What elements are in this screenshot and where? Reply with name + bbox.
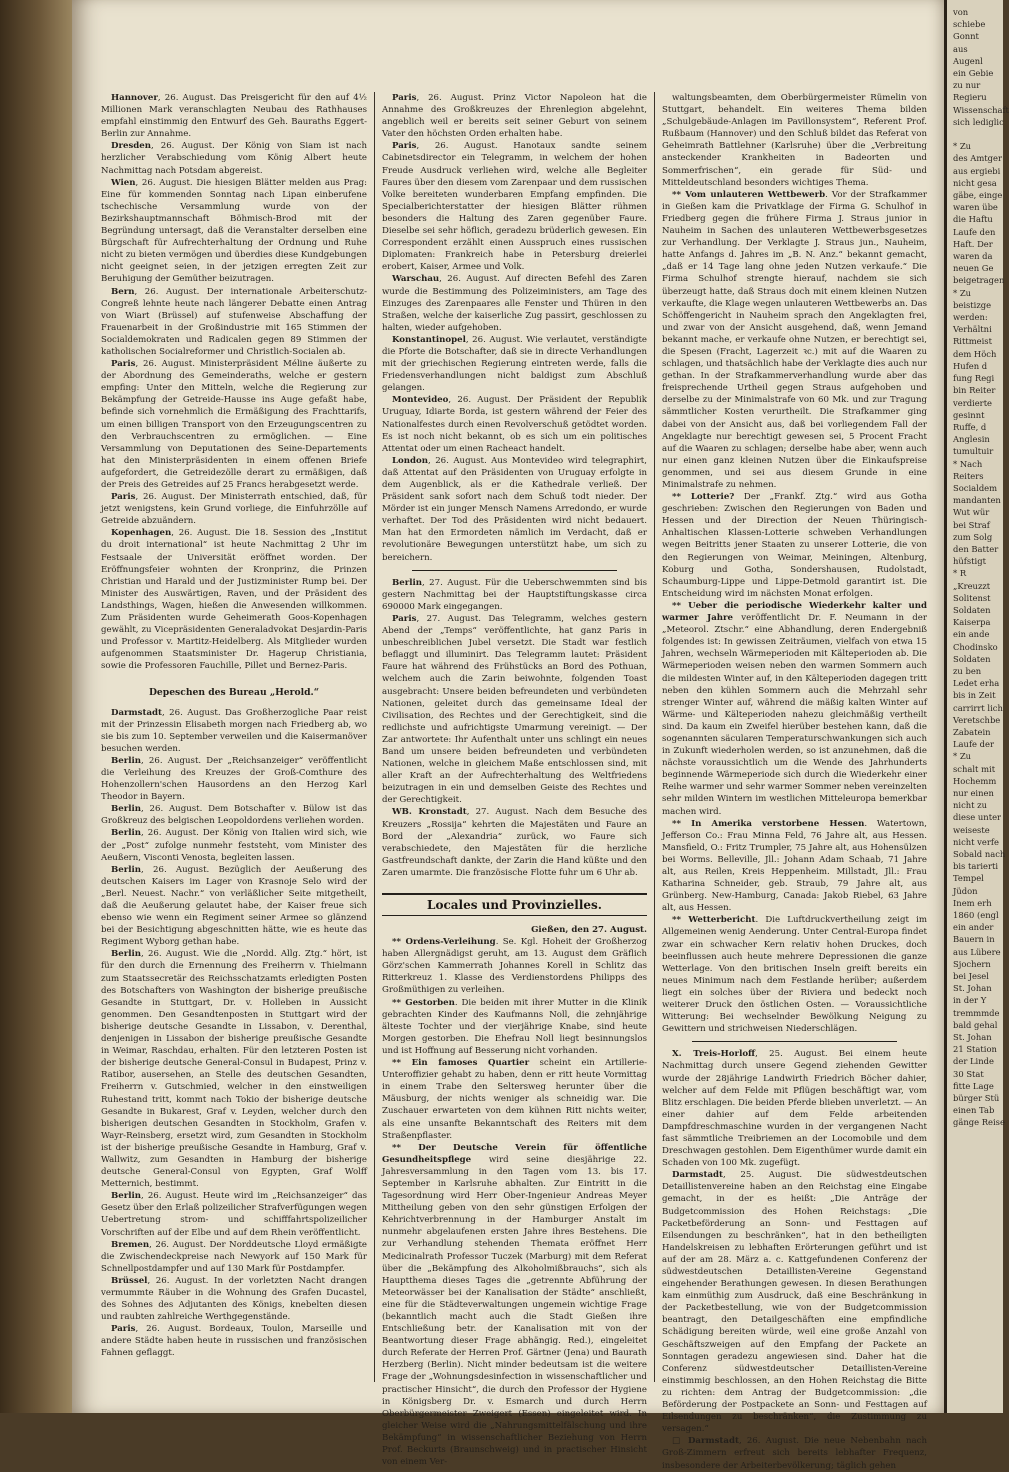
article-text: , 26. August. Der König von Siam ist nach herzlicher Verabschiedung vom König Albert heute Nachmittag nach Potsdam abgereist. — [101, 141, 367, 176]
article-paragraph — [101, 527, 367, 672]
column-2 — [374, 92, 654, 1468]
adjacent-text-line: * Zu — [953, 141, 972, 152]
article-text: , 26. August. Dem Botschafter v. Bülow ist das Großkreuz des belgischen Leopoldordens verliehen worden. — [101, 804, 367, 827]
article-paragraph — [101, 177, 367, 286]
article-paragraph — [101, 92, 367, 140]
dateline-place: ** Ueber die periodische Wiederkehr kalter und warmer Jahre — [662, 600, 927, 624]
article-text: , 26. August. In der vorletzten Nacht drangen vermummte Räuber in die Wohnung des Grafen Ducastel, des Sohnes des Adjutanten des Königs, knebelten diesen und raubten zahlreiche Werthgegenstände. — [101, 1275, 367, 1323]
adjacent-text-line: Rittmeist — [953, 336, 992, 347]
dateline-place: Paris — [111, 492, 136, 503]
article-text: , 26. August. Bezüglich der Aeußerung des deutschen Kaisers im Lager von Krasnoje Selo wird der „Berl. Neuest. Nachr.“ von verläßlicher Seite mitgetheilt, daß die Aeußerung gelautet habe, der Kaiser freue sich ebenso wie wenn ein Regiment seiner Armee so glänzend bei der Besichtigung abgeschnitten hätte, wie es heute das Regiment Wyborg gethan habe. — [101, 864, 367, 948]
adjacent-text-line: Ledet erha — [953, 678, 1000, 689]
article-text: scheint ein Artillerie-Unteroffizier gehabt zu haben, denn er ritt heute Vormittag in einem Trabe den Seltersweg herunter über die Mäusburg, der nichts weniger als schneidig war. Die Zuschauer erwarteten von dem kühnen Ritt nichts weiter, als eine unsanfte Bekanntschaft des Reiters mit dem Straßenpflaster. — [382, 1058, 648, 1141]
adjacent-text-line: St. Johan — [953, 1032, 992, 1043]
dateline-place: Berlin — [111, 804, 142, 815]
adjacent-text-line: Verhältni — [953, 324, 992, 335]
adjacent-text-line: zum Solg — [953, 531, 993, 542]
dateline-place: □ Darmstadt — [672, 1436, 739, 1447]
dateline-place: ** Lotterie? — [672, 492, 735, 503]
article-paragraph — [101, 827, 367, 863]
adjacent-text-line: werden: — [953, 312, 988, 323]
adjacent-text-line: waren übe — [953, 202, 998, 213]
article-paragraph — [382, 936, 647, 996]
adjacent-text-line: dem Höch — [953, 348, 997, 359]
adjacent-text-line: aus Lübere — [953, 946, 1001, 957]
dateline-place: Darmstadt — [672, 1170, 723, 1181]
adjacent-text-line: * Zu — [953, 287, 972, 298]
article-text: . Vor der Strafkammer in Gießen kam die Privatklage der Firma G. Schulhof in Friedberg gegen die frühere Firma J. Straus junior in Nauheim in Sachen des unlauteren Wettbewerbsgesetzes zur Verhandlung. Der Verklagte J. Straus jun., Nauheim, hatte Anfangs d. Jahres im „B. N. Anz.“ bekannt gemacht, „daß er 14 Tage lang ohne jeden Nutzen verkaufe.“ Die Firma Schulhof strengte hierauf, nachdem sie sich überzeugt hatte, daß Straus doch mit einem kleinen Nutzen verkaufte, die Klage wegen unlauteren Wettbewerbs an. Das Schöffengericht in Nauheim sprach den Angeklagten frei, und zwar von der Ansicht ausgehend, daß, wenn Jemand bekannt mache, er verkaufe ohne Nutzen, er berechtigt sei, die Spesen (Fracht, Lagerzeit ꝛc.) mit auf die Waaren zu schlagen, und thatsächlich habe der Verklagte dies auch nur gethan. In der Strafkammerverhandlung wurde aber das freisprechende Urtheil gegen Straus aufgehoben und derselbe zu der Minimalstrafe von 60 Mk. und zur Tragung sämmtlicher Kosten verurtheilt. Die Strafkammer ging dabei von der Ansicht aus, daß bei vorliegendem Fall der Angeklagte nur berechtigt gewesen sei, 5 Procent Fracht auf die Waaren zu schlagen; derselbe habe aber, wenn auch nur einen ganz kleinen Nutzen über die Einkaufspreise genommen, und sei aus diesem Grunde in eine Minimalstrafe zu nehmen. — [662, 189, 927, 490]
adjacent-text-line: bürger Stü — [953, 1093, 1000, 1104]
adjacent-text-line: des Amtger — [953, 153, 1002, 164]
adjacent-text-line: einen Tab — [953, 1105, 995, 1116]
article-paragraph — [101, 286, 367, 359]
dateline-place: ** Wetterbericht — [672, 915, 756, 926]
adjacent-text-line: Laufe den — [953, 226, 996, 237]
adjacent-text-line: waren da — [953, 251, 993, 262]
adjacent-text-line: fitte Lage — [953, 1080, 994, 1091]
article-text: , 25. August. Die südwestdeutschen Detaillistenvereine haben an den Reichstag eine Eingabe gemacht, in der es heißt: „Die Anträge der Budgetcommission des Hohen Reichstags: „Die Packetbeförderung an Sonn- und Festtagen auf Eilsendungen zu beschränken“, hat in den betheiligten Handelskreisen zu lebhaften Erörterungen geführt und ist auf der am 28. März a. c. Kattgefundenen Conferenz der südwestdeutschen Detaillisten-Vereine Gegenstand eingehender Berathungen gewesen. In diesen Berathungen kam einmüthig zum Ausdruck, daß eine Beschränkung in der Packetbestellung, wie von der Budgetcommission beantragt, den Detailgeschäften eine empfindliche Schädigung bereiten würde, weil eine große Anzahl von Geschäftszweigen auf den Empfang der Packete an Sonntagen geradezu angewiesen sind. Daher hat die Conferenz südwestdeutscher Detaillisten-Vereine einstimmig beschlossen, an den Hohen Reichstag die Bitte zu richten: dem Antrag der Budgetcommission: „die Beförderung der Postpackete an Sonn- und Festtagen auf Eilsendungen zu beschränken“, die Zustimmung zu versagen.“ — [662, 1170, 927, 1435]
adjacent-text-line: den Batter — [953, 543, 999, 554]
adjacent-text-line: Bauern in — [953, 934, 995, 945]
article-text: wird seine diesjährige 22. Jahresversammlung in den Tagen vom 13. bis 17. September in Karlsruhe abhalten. Zur Eintritt in die Tagesordnung wird Herr Ober-Ingenieur Andreas Meyer Mittheilung geben von den sehr günstigen Erfolgen der Kehrichtverbrennung in der Hamburger Anstalt im nunmehr abgelaufenen ersten Jahre ihres Bestehens. Die zur Verhandlung stehenden Themata eröffnet Herr Medicinalrath Professor Tuczek (Marburg) mit dem Referat über die „Bekämpfung des Alkoholmißbrauchs“, sich als Hauptthema dieses Tages die „getrennte Abführung der Meteorwässer bei der Kanalisation der Städte“ anschließt, eine für die Städteverwaltungen ungemein wichtige Frage (bekanntlich macht auch die Stadt Gießen ihre Entschließung betr. der Kanalisation mit von der Beantwortung dieser Frage abhängig. Red.), eingeleitet durch Referate der Herren Prof. Gärtner (Jena) und Baurath Herzberg (Berlin). Nicht minder bedeutsam ist die weitere Frage der „Wohnungsdesinfection in wissenschaftlicher und practischer Hinsicht“, die durch den Professor der Hygiene in Königsberg Dr. v. Esmarch und durch Herrn Oberbürgermeister Zweigert (Essen) eingeleitet wird. In gleicher Weise wird die „Nahrungsmittelfälschung und ihre Bekämpfung“ in wissenschaftlicher Beziehung von Herrn Prof. Beckurts (Braunschweig) und in practischer Hinsicht von einem Ver- — [382, 1154, 647, 1468]
adjacent-text-line: Veretschbe — [953, 714, 1001, 725]
adjacent-text-line: in der Y — [953, 995, 987, 1006]
dateline-place: ** Gestorben — [392, 997, 455, 1008]
dateline-place: Paris — [392, 93, 417, 103]
adjacent-text-line: schalt mit — [953, 763, 996, 774]
dateline-place: Berlin — [111, 864, 142, 875]
dateline-place: Berlin — [111, 828, 142, 839]
dateline-place: Paris — [392, 141, 417, 152]
dateline-place: Berlin — [392, 577, 423, 588]
page-columns — [94, 92, 934, 1471]
article-paragraph — [382, 140, 647, 273]
article-text: , 26. August. Der Präsident der Republik Uruguay, Idiarte Borda, ist gestern während der Feier des Nationalfestes durch einen Revolverschuß getödtet worden. Es ist noch nicht bekannt, ob es sich um ein politisches Attentat oder um einen Racheact handelt. — [382, 395, 647, 454]
dateline-place: ** Vom unlauteren Wettbewerb — [672, 189, 826, 200]
adjacent-text-line: 1860 (engl — [953, 910, 999, 921]
adjacent-text-line: ein ande — [953, 629, 990, 640]
article-text: . Se. Kgl. Hoheit der Großherzog haben Allergnädigst geruht, am 13. August dem Gräflich Görz'schen Kammerrath Johannes Korell in Schlitz das Ritterkreuz 1. Klasse des Verdienstordens Philipps des Großmüthigen zu verleihen. — [382, 937, 647, 996]
article-paragraph — [382, 1057, 647, 1142]
article-paragraph — [662, 1048, 927, 1169]
adjacent-text-line: verdierte — [953, 397, 993, 408]
article-text: , 26. August. Das Großherzogliche Paar reist mit der Prinzessin Elisabeth morgen nach Friedberg ab, wo sie bis zum 10. September verweilen und die Kaisermanöver besuchen werden. — [101, 707, 367, 754]
dateline-place: Darmstadt — [111, 707, 162, 718]
article-paragraph — [382, 613, 647, 807]
article-text: veröffentlicht Dr. F. Neumann in der „Meteorol. Ztschr.“ eine Abhandlung, deren Endergebniß folgendes ist: In gewissen Zeiträumen, vielfach von etwa 15 Jahren, wechseln Wärmeperioden mit Kälteperioden ab. Die Wärmeperioden weisen neben den warmen Sommern auch die mildesten Winter auf, in den Kälteperioden dagegen tritt neben den kühlen Sommern auch die Mehrzahl sehr strenger Winter auf, während die mäßig kalten Winter auf Wärme- und Kälteperioden nahezu gleichmäßig vertheilt sind. Da kaum ein Zweifel hierüber bestehen kann, daß die sogenannten säcularen Temperaturschwankungen sich auch in Zukunft wiederholen werden, so ist anzunehmen, daß die nächste voraussichtlich um die Wende des Jahrhunderts beginnende Wärmeperiode sich durch die Wiederkehr einer Reihe warmer und sehr warmer Sommer neben vereinzelten sehr milden Wintern im westlichen Mitteleuropa bemerkbar machen wird. — [662, 613, 928, 817]
article-text: , 26. August. Der König von Italien wird sich, wie der „Post“ zufolge nunmehr feststeht, vom Minister des Aeußern, Visconti Venosta, begleiten lassen. — [101, 828, 367, 863]
adjacent-text-line: Haft. Der — [953, 238, 993, 249]
adjacent-text-line: * Nach — [953, 458, 983, 469]
adjacent-text-line: Chodinsko — [953, 641, 998, 652]
section-rule — [412, 570, 617, 571]
adjacent-text-line: Regieru — [953, 92, 987, 103]
adjacent-text-line: Solitenst — [953, 592, 991, 603]
article-text: , 26. August. Die hiesigen Blätter melden aus Prag: Eine für kommenden Sonntag nach Lipan einberufene tschechische Versammlung wurde von der Bezirkshauptmannschaft Böhmisch-Brod mit der Begründung untersagt, daß die Veranstalter derselben eine Bürgschaft für Aufrechterhaltung der Ordnung und Ruhe nicht zu bieten vermögen und überdies diese Kundgebungen nicht geeignet seien, in der jetzigen erregten Zeit zur Beruhigung der Gemüther beizutragen. — [101, 177, 367, 285]
adjacent-text-line: der Linde — [953, 1056, 994, 1067]
dateline-place: Montevideo — [392, 395, 449, 406]
article-text: , 27. August. Nach dem Besuche des Kreuzers „Rossija“ kehrten die Majestäten und Faure an Bord der „Alexandria“ zurück, wo Faure sich verabschiedete, den Majestäten für die herzliche Gastfreundschaft dankte, der Zarin die Hand küßte und den Zaren umarmte. Die französische Flotte fuhr um 6 Uhr ab. — [382, 807, 648, 878]
article-paragraph — [662, 1435, 927, 1471]
dateline-place: Berlin — [111, 1191, 142, 1202]
adjacent-text-line: zu ben — [953, 665, 982, 676]
adjacent-text-line: 21 Station — [953, 1044, 997, 1055]
adjacent-text-line: gäbe, einge — [953, 190, 1003, 201]
adjacent-text-line: gänge Reise — [953, 1117, 1005, 1128]
section-dateline: Gießen, den 27. August. — [531, 925, 647, 935]
column-3 — [654, 92, 934, 1471]
adjacent-text-line: Soldaten — [953, 653, 991, 664]
adjacent-text-line: bis tarierti — [953, 861, 999, 872]
adjacent-text-line: fung Regi — [953, 373, 995, 384]
section-heading: Depeschen des Bureau „Herold.“ — [148, 686, 320, 698]
dateline-place: WB. Kronstadt — [392, 807, 467, 818]
article-paragraph — [382, 997, 647, 1057]
dateline-place: Paris — [392, 613, 417, 624]
adjacent-text-line: Hochemm — [953, 775, 997, 786]
article-text: Der „Frankf. Ztg.“ wird aus Gotha geschrieben: Zwischen den Regierungen von Baden und Hessen und der Direction der Neuen Thüringisch-Anhaltischen Klassen-Lotterie schweben Verhandlungen wegen Beitritts jener Staaten zu unserer Lotterie, die von den Regierungen von Weimar, Meiningen, Altenburg, Koburg und Gotha, Sondershausen, Rudolstadt, Schaumburg-Lippe und Lippe-Detmold garantirt ist. Die Entscheidung wird im nächsten Monat erfolgen. — [662, 492, 927, 599]
adjacent-text-line: zu nur — [953, 80, 981, 91]
article-paragraph — [101, 1239, 367, 1275]
article-text: , 26. August. Ministerpräsident Méline äußerte zu der Abordnung des Gemeinderaths, welche er gestern empfing: Unter den Mitteln, welche die Regierung zur Bekämpfung der Getreide-Hausse ins Auge gefaßt habe, befinde sich vornehmlich die Ermäßigung des Frachttarifs, um einen billigen Transport von den Erzeugungscentren zu den Verbrauchscentren zu ermöglichen. — Eine Versammlung von Deputationen des Seine-Departements hat den Ministerpräsidenten in einem offenen Briefe aufgefordert, die Getreidezölle derart zu ermäßigen, daß der Preis des Getreides auf 25 Francs herabgesetzt werde. — [101, 359, 367, 490]
article-text: . Die beiden mit ihrer Mutter in die Klinik gebrachten Kinder des Kaufmanns Noll, die zehnjährige älteste Tochter und der vierjährige Knabe, sind heute Morgen gestorben. Die Ehefrau Noll liegt besinnungslos und ist Hoffnung auf Besserung nicht vorhanden. — [382, 997, 647, 1056]
dateline-place: ** Ordens-Verleihung — [392, 937, 496, 948]
adjacent-text-line: bin Reiter — [953, 385, 996, 396]
article-paragraph — [101, 1190, 367, 1238]
adjacent-text-line: sich lediglic — [953, 116, 1004, 127]
article-text: waltungsbeamten, dem Oberbürgermeister Rümelin von Stuttgart, behandelt. Ein weiteres Thema bilden „Schulgebäude-Anlagen im Pavillonsystem“, Referent Prof. Rußbaum (Hannover) und den Schluß bildet das Referat von Geheimrath Battlehner (Karlsruhe) über die „Verbreitung ansteckender Krankheiten in Badeorten und Sommerfrischen“, ein gerade für Süd- und Mitteldeutschland besonders wichtiges Thema. — [662, 93, 927, 188]
adjacent-text-line: ein Gebie — [953, 68, 994, 79]
article-text: , 26. August. Der Norddeutsche Lloyd ermäßigte die Zwischendeckpreise nach Newyork auf 150 Mark für Schnellpostdampfer und auf 130 Mark für Postdampfer. — [101, 1239, 367, 1274]
article-paragraph — [101, 948, 367, 1190]
article-text: , 26. August. Auf directen Befehl des Zaren wurde die Bestimmung des Polizeiministers, am Tage des Einzuges des Zarenpaares alle Fenster und Thüren in den Straßen, welche der kaiserliche Zug passirt, geschlossen zu halten, wieder aufgehoben. — [382, 274, 647, 333]
section-heading: Locales und Provinzielles. — [382, 893, 647, 916]
adjacent-text-line: Soldaten — [953, 604, 991, 615]
article-paragraph — [101, 358, 367, 491]
article-paragraph — [101, 491, 367, 527]
article-text: , 26. August. Wie die „Nordd. Allg. Ztg.“ hört, ist für den durch die Ernennung des Freiherrn v. Thielmann zum Staatssecretär des Reichsschatzamts erledigten Posten des Botschafters von Washington der bisherige preußische Gesandte in Stuttgart, Dr. v. Holleben in Aussicht genommen. Den Gesandtenposten in Stuttgart wird der bisherige deutsche Gesandte in Lissabon, v. Derenthal, denjenigen in Lissabon der bisherige preußische Gesandte in Weimar, Raschdau, erhalten. Für den letzteren Posten ist der bisherige deutsche General-Consul in Budapest, Prinz v. Ratibor, ausersehen, an Stelle des deutschen Gesandten, Freiherrn v. Gutschmied, welcher in den einstweiligen Ruhestand tritt, kommt nach Tokio der bisherige deutsche Gesandte in Bukarest, Graf v. Leyden, welcher durch den bisherigen deutschen Gesandten in Stockholm, Grafen v. Wayr-Reinsberg, ersetzt wird, zum Gesandten in Stockholm ist der bisherige preußische Gesandte in Hamburg, Graf v. Wallwitz, zum Gesandten in Hamburg der bisherige deutsche General-Consul von Egypten, Graf Wolff Metternich, bestimmt. — [101, 949, 367, 1190]
adjacent-text-line: St. Johan — [953, 983, 992, 994]
adjacent-text-line: beigetragen — [953, 275, 1005, 286]
adjacent-text-line: carrirrt lich — [953, 702, 1003, 713]
newspaper-page — [72, 0, 944, 1471]
adjacent-text-line: nicht zu — [953, 800, 987, 811]
adjacent-text-line: tumultuir — [953, 446, 994, 457]
dateline-place: Berlin — [111, 949, 142, 960]
adjacent-text-line: Augenl — [953, 55, 983, 66]
adjacent-text-line: aus — [953, 43, 968, 54]
article-paragraph — [101, 140, 367, 176]
adjacent-text-line: Gonnt — [953, 31, 979, 42]
adjacent-text-line: neuen Ge — [953, 263, 994, 274]
article-paragraph — [662, 914, 927, 1035]
article-paragraph — [101, 803, 367, 827]
dateline-place: Kopenhagen — [111, 528, 172, 539]
adjacent-text-line: tremmmde — [953, 1007, 1000, 1018]
dateline-place: ** Ein famoses Quartier — [392, 1058, 530, 1069]
article-text: , 27. August. Für die Ueberschwemmten sind bis gestern Nachmittag bei der Hauptstiftungskasse circa 690000 Mark eingegangen. — [382, 577, 647, 612]
adjacent-text-line: ein ander — [953, 922, 994, 933]
adjacent-text-line: „Kreuzzt — [953, 580, 991, 591]
dateline-place: ** Der Deutsche Verein für öffentliche Gesundheitspflege — [382, 1142, 647, 1165]
article-text: , 26. August. Bordeaux, Toulon, Marseille und andere Städte haben heute in russischen und französischen Fahnen geflaggt. — [101, 1324, 367, 1359]
adjacent-text-line: bald gehal — [953, 1019, 998, 1030]
adjacent-text-line: * Zu — [953, 751, 972, 762]
article-text: , 26. August. Heute wird im „Reichsanzeiger“ das Gesetz über den Erlaß polizeilicher Strafverfügungen wegen Uebertretung strom- und schifffahrtspolizeilicher Vorschriften auf der Elbe und auf dem Rhein veröffentlicht. — [101, 1191, 367, 1238]
adjacent-text-line: Kaiserpa — [953, 617, 991, 628]
adjacent-text-line: Ruffe, d — [953, 421, 987, 432]
adjacent-text-line: Anglesin — [953, 434, 990, 445]
article-paragraph — [382, 273, 647, 333]
article-text: , 26. August. Der Ministerrath entschied, daß, für jetzt wenigstens, kein Grund vorliege, die Einfuhrzölle auf Getreide abzuändern. — [101, 492, 367, 527]
article-text: , 26. August. Aus Montevideo wird telegraphirt, daß Attentat auf den Präsidenten von Uruguay erfolgte in dem Augenblick, als er die Kathedrale verließ. Der Präsident sank sofort nach dem Schuß todt nieder. Der Mörder ist ein junger Mensch Namens Arredondo, er wurde verhaftet. Der Tod des Präsidenten wird nicht bedauert. Man hat den Ermordeten nämlich im Verdacht, daß er revolutionäre Bewegungen unterstützt habe, um sich zu bereichern. — [382, 455, 647, 563]
adjacent-text-line: gesinnt — [953, 409, 985, 420]
adjacent-text-line: Wissenschaft — [953, 104, 1009, 115]
adjacent-text-line: mandanten — [953, 495, 1001, 506]
adjacent-text-line: Zabatein — [953, 726, 991, 737]
article-paragraph — [382, 92, 647, 140]
adjacent-text-line: Sjochern — [953, 958, 991, 969]
dateline-place: Paris — [111, 359, 136, 370]
article-paragraph — [382, 806, 647, 879]
adjacent-text-line: hüfstigt — [953, 556, 986, 567]
article-text: , 27. August. Das Telegramm, welches gestern Abend der „Temps“ veröffentlichte, hat ganz Paris in unbeschreiblichen Jubel versetzt. Die Stadt war festlich beflaggt und illuminirt. Das Telegramm lautet: Präsident Faure hat während des Frühstücks an Bord des Pothuan, welchem auch die Zarin beiwohnte, folgenden Toast ausgebracht: Unsere beiden befreundeten und verbündeten Nationen, geleitet durch das gemeinsame Ideal der Civilisation, des Rechtes und der Gerechtigkeit, sind die redlichste und aufrichtigste Umarmung vereinigt. — Der Zar antwortete: Ihr Aufenthalt unter uns schlingt ein neues Band um unsere beiden befreundeten und verbündeten Nationen, welche in gleichem Maße entschlossen sind, mit aller Kraft an der Aufrechterhaltung des Weltfriedens beizutragen in ein und demselben Geiste des Rechtes und der Gerechtigkeit. — [382, 613, 647, 806]
article-paragraph — [382, 577, 647, 613]
article-text: , 26. August. Die neue Nebenbahn nach Groß-Zimmern erfreut sich bereits lebhafter Frequenz, insbesondere der Arbeiterbevölkerung; täglich gehen — [662, 1436, 928, 1471]
adjacent-text-line: Jüdon — [953, 885, 978, 896]
dateline-place: Hannover — [111, 93, 158, 103]
article-paragraph — [101, 1275, 367, 1323]
article-text: , 26. August. Die 18. Session des „Institut du droit international“ ist heute Nachmittag 2 Uhr im Festsaale der Universität eröffnet worden. Der Eröffnungsfeier wohnten der Kronprinz, die Prinzen Christian und Harald und der Justizminister Rump bei. Der Minister des Auswärtigen, Raven, und der Präsident des Landsthings, Wagen, hießen die Anwesenden willkommen. Zum Präsidenten wurde Geheimerath Goos-Kopenhagen gewählt, zu Vicepräsidenten Generaladvokat Desjardin-Paris und Professor v. Martitz-Heidelberg. Als Mitglieder wurden aufgenommen Staatsminister Dr. Hagerup Christiania, sowie die Professoren Fauchille, Pillet und Bernez-Paris. — [101, 528, 367, 672]
adjacent-text-line: 30 Stat — [953, 1068, 984, 1079]
adjacent-text-line: beistizge — [953, 299, 992, 310]
adjacent-text-line: nicht gesa — [953, 177, 997, 188]
article-text: . Die Luftdruckvertheilung zeigt im Allgemeinen wenig Aenderung. Unter Central-Europa findet zwar ein schwacher Kern relativ hohen Druckes, doch beeinflussen auch heute mehrere Depressionen die ganze Wetterlage. Von den britischen Inseln greift bereits ein neues Minimum nach dem Festlande herüber; außerdem liegt ein solches über der Riviera und bedeckt noch weiterer Druck den östlichen Osten. — Voraussichtliche Witterung: Bei wechselnder Bewölkung Neigung zu Gewittern und strichweisen Niederschlägen. — [662, 915, 927, 1035]
article-paragraph — [662, 600, 927, 818]
adjacent-page-text — [947, 0, 1009, 1129]
article-paragraph — [101, 707, 367, 755]
adjacent-text-line: Inem erh — [953, 897, 992, 908]
article-text: , 26. August. Wie verlautet, verständigte die Pforte die Botschafter, daß sie in directe Verhandlungen mit der griechischen Regierung eintreten werde, falls die Friedensverhandlungen nicht baldigst zum Abschluß gelangen. — [382, 334, 647, 394]
book-binding — [0, 0, 72, 1413]
adjacent-text-line: die Haftu — [953, 214, 993, 225]
adjacent-text-line: * R — [953, 568, 967, 579]
adjacent-text-line: nicht verfe — [953, 836, 999, 847]
article-paragraph — [662, 189, 927, 491]
article-text: , 26. August. Der „Reichsanzeiger“ veröffentlicht die Verleihung des Kreuzes der Groß-Comthure des Hohenzollern'schen Hausordens an den Herzog Karl Theodor in Bayern. — [101, 755, 367, 803]
article-text: . Watertown, Jefferson Co.: Frau Minna Feld, 76 Jahre alt, aus Hessen. Mansfield, O.: Fritz Trumpler, 75 Jahre alt, aus Hohensülzen bei Worms. Belleville, Jll.: Johann Adam Schaab, 71 Jahre alt, aus Reilen, Kreis Heppenheim. Millstadt, Jll.: Frau Katharina Schneider, geb. Straub, 79 Jahre alt, aus Grünberg. New-Hamburg, Canada: Jakob Riebel, 63 Jahre alt, aus Hessen. — [662, 818, 927, 914]
dateline-place: Berlin — [111, 755, 142, 766]
article-text: , 26. August. Der internationale Arbeiterschutz-Congreß lehnte heute nach längerer Debatte einen Antrag von Wiart (Brüssel) auf stufenweise Abschaffung der Frauenarbeit in der Großindustrie mit 165 Stimmen der Socialdemokraten und Radicalen gegen 89 Stimmen der katholischen Socialreformer und Christlich-Socialen ab. — [101, 286, 367, 357]
adjacent-text-line: bei Straf — [953, 519, 990, 530]
dateline-place: ** In Amerika verstorbene Hessen — [672, 818, 865, 829]
article-paragraph — [662, 1169, 927, 1435]
dateline-place: Konstantinopel — [392, 334, 466, 345]
article-paragraph — [382, 334, 647, 394]
article-paragraph — [662, 818, 927, 915]
adjacent-text-line: Wut wür — [953, 507, 990, 518]
dateline-place: Brüssel — [111, 1275, 148, 1286]
adjacent-text-line: weiseste — [953, 824, 990, 835]
dateline-place: Dresden — [111, 141, 152, 152]
adjacent-text-line: von — [953, 7, 969, 17]
dateline-place: Bern — [111, 286, 135, 297]
adjacent-text-line: Sobald nach — [953, 849, 1006, 860]
article-text: , 26. August. Das Preisgericht für den auf 4½ Millionen Mark veranschlagten Neubau des Rathhauses empfahl einstimmig den Entwurf des Geh. Bauraths Eggert-Berlin zur Annahme. — [101, 93, 367, 140]
article-paragraph — [662, 92, 927, 189]
dateline-place: Wien — [111, 177, 136, 188]
adjacent-text-line: nur einen — [953, 788, 994, 798]
article-paragraph — [382, 1142, 647, 1469]
adjacent-text-line: diese unter — [953, 812, 1002, 823]
adjacent-text-line: Laufe der — [953, 739, 994, 750]
adjacent-text-line: aus ergiebi — [953, 165, 1001, 176]
dateline-place: London — [392, 455, 429, 466]
article-text: , 26. August. Hanotaux sandte seinem Cabinetsdirector ein Telegramm, in welchem der hohen Freude Ausdruck verliehen wird, welche alle Begleiter Faures über den diesem vom Zarenpaar und dem russischen Volke bereiteten wunderbaren Empfang empfinden. Die Specialberichterstatter der hiesigen Blätter rühmen besonders die Haltung des Zaren gegenüber Faure. Dieselbe sei sehr höflich, geradezu brüderlich gewesen. Ein Correspondent erzählt einen Ausspruch eines russischen Diplomaten: Frankreich habe in Petersburg dreierlei erobert, Kaiser, Armee und Volk. — [382, 141, 647, 273]
adjacent-text-line: bei Jesel — [953, 971, 989, 982]
adjacent-text-line: Reiters — [953, 470, 984, 481]
section-rule — [692, 1041, 897, 1042]
dateline-place: X. Treis-Horloff — [672, 1049, 756, 1060]
article-paragraph — [382, 394, 647, 454]
dateline-place: Warschau — [392, 274, 440, 285]
adjacent-text-line: Socialdem — [953, 482, 998, 493]
adjacent-text-line: Hufen d — [953, 360, 988, 371]
adjacent-text-line — [953, 128, 1001, 140]
article-paragraph — [101, 755, 367, 803]
article-text: , 25. August. Bei einem heute Nachmittag durch unsere Gegend ziehenden Gewitter wurde der 28jährige Landwirth Friedrich Böcher dahier, welcher auf dem Felde mit Pflügen beschäftigt war, vom Blitz erschlagen. Die beiden Pferde blieben unverletzt. — An einer dahier auf dem Felde arbeitenden Dampfdreschmaschine wurden in der vergangenen Nacht fast sämmtliche Treibriemen an der Locomobile und dem Dreschwagen gestohlen. Dem Eigenthümer wurde damit ein Schaden von 100 Mk. zugefügt. — [662, 1049, 927, 1169]
article-text: , 26. August. Prinz Victor Napoleon hat die Annahme des Großkreuzes der Ehrenlegion abgelehnt, angeblich weil er bereits seit seiner Geburt von seinem Vater den höchsten Orden erhalten habe. — [382, 93, 647, 140]
adjacent-page-fragment — [944, 0, 1009, 1413]
adjacent-text-line: Tempel — [953, 873, 984, 884]
adjacent-text-line: bis in Zeit — [953, 690, 996, 701]
article-paragraph — [662, 491, 927, 600]
column-1 — [94, 92, 374, 1382]
article-paragraph — [382, 455, 647, 564]
dateline-place: Paris — [111, 1324, 136, 1335]
adjacent-text-line: schiebe — [953, 19, 986, 30]
article-paragraph — [101, 864, 367, 949]
article-paragraph — [101, 1323, 367, 1359]
dateline-place: Bremen — [111, 1239, 150, 1250]
